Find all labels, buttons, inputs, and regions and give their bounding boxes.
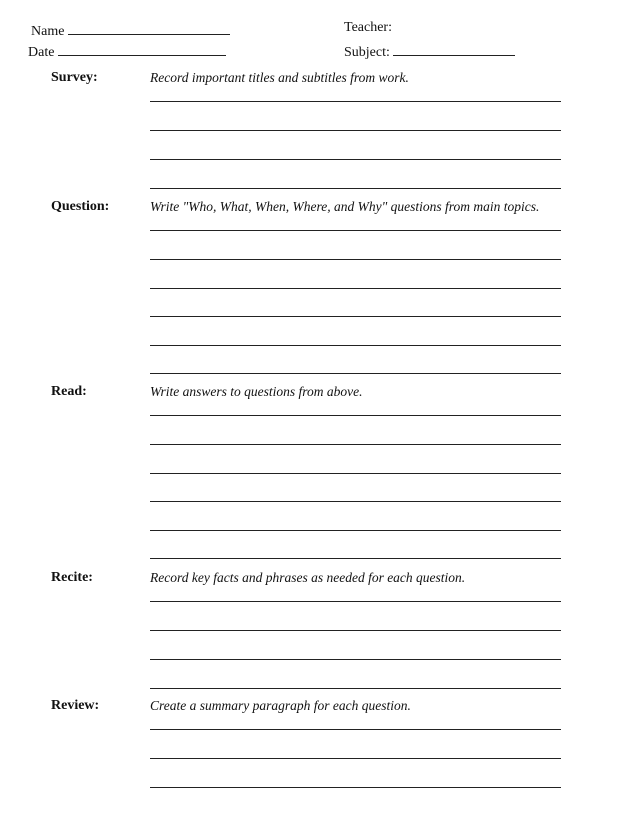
question-writing-line[interactable]	[150, 288, 561, 289]
read-instruction: Write answers to questions from above.	[150, 384, 363, 399]
recite-label: Recite:	[51, 570, 93, 585]
question-label: Question:	[51, 199, 110, 214]
read-writing-line[interactable]	[150, 501, 561, 502]
read-writing-line[interactable]	[150, 530, 561, 531]
date-label: Date	[28, 45, 55, 60]
question-writing-line[interactable]	[150, 345, 561, 346]
question-writing-line[interactable]	[150, 316, 561, 317]
recite-instruction: Record key facts and phrases as needed for each question.	[150, 570, 466, 585]
read-writing-line[interactable]	[150, 473, 561, 474]
teacher-label: Teacher:	[344, 20, 392, 35]
subject-field	[344, 41, 515, 61]
read-writing-line[interactable]	[150, 444, 561, 445]
recite-writing-line[interactable]	[150, 688, 561, 689]
read-writing-line[interactable]	[150, 415, 561, 416]
recite-writing-line[interactable]	[150, 601, 561, 602]
survey-writing-line[interactable]	[150, 101, 561, 102]
review-writing-line[interactable]	[150, 758, 561, 759]
subject-blank-line[interactable]	[393, 41, 515, 56]
subject-label: Subject:	[344, 45, 390, 60]
date-field	[28, 41, 226, 61]
survey-label: Survey:	[51, 70, 98, 85]
review-writing-line[interactable]	[150, 787, 561, 788]
survey-writing-line[interactable]	[150, 188, 561, 189]
question-writing-line[interactable]	[150, 259, 561, 260]
survey-writing-line[interactable]	[150, 159, 561, 160]
survey-writing-line[interactable]	[150, 130, 561, 131]
question-writing-line[interactable]	[150, 373, 561, 374]
name-blank-line[interactable]	[68, 20, 230, 35]
recite-writing-line[interactable]	[150, 630, 561, 631]
review-writing-line[interactable]	[150, 729, 561, 730]
recite-writing-line[interactable]	[150, 659, 561, 660]
name-label: Name	[31, 24, 65, 39]
review-instruction: Create a summary paragraph for each question.	[150, 698, 411, 713]
question-instruction: Write "Who, What, When, Where, and Why" questions from main topics.	[150, 199, 540, 214]
read-label: Read:	[51, 384, 87, 399]
question-writing-line[interactable]	[150, 230, 561, 231]
name-field	[31, 20, 230, 40]
teacher-field	[344, 20, 392, 36]
date-blank-line[interactable]	[58, 41, 226, 56]
survey-instruction: Record important titles and subtitles from work.	[150, 70, 409, 85]
read-writing-line[interactable]	[150, 558, 561, 559]
review-label: Review:	[51, 698, 100, 713]
